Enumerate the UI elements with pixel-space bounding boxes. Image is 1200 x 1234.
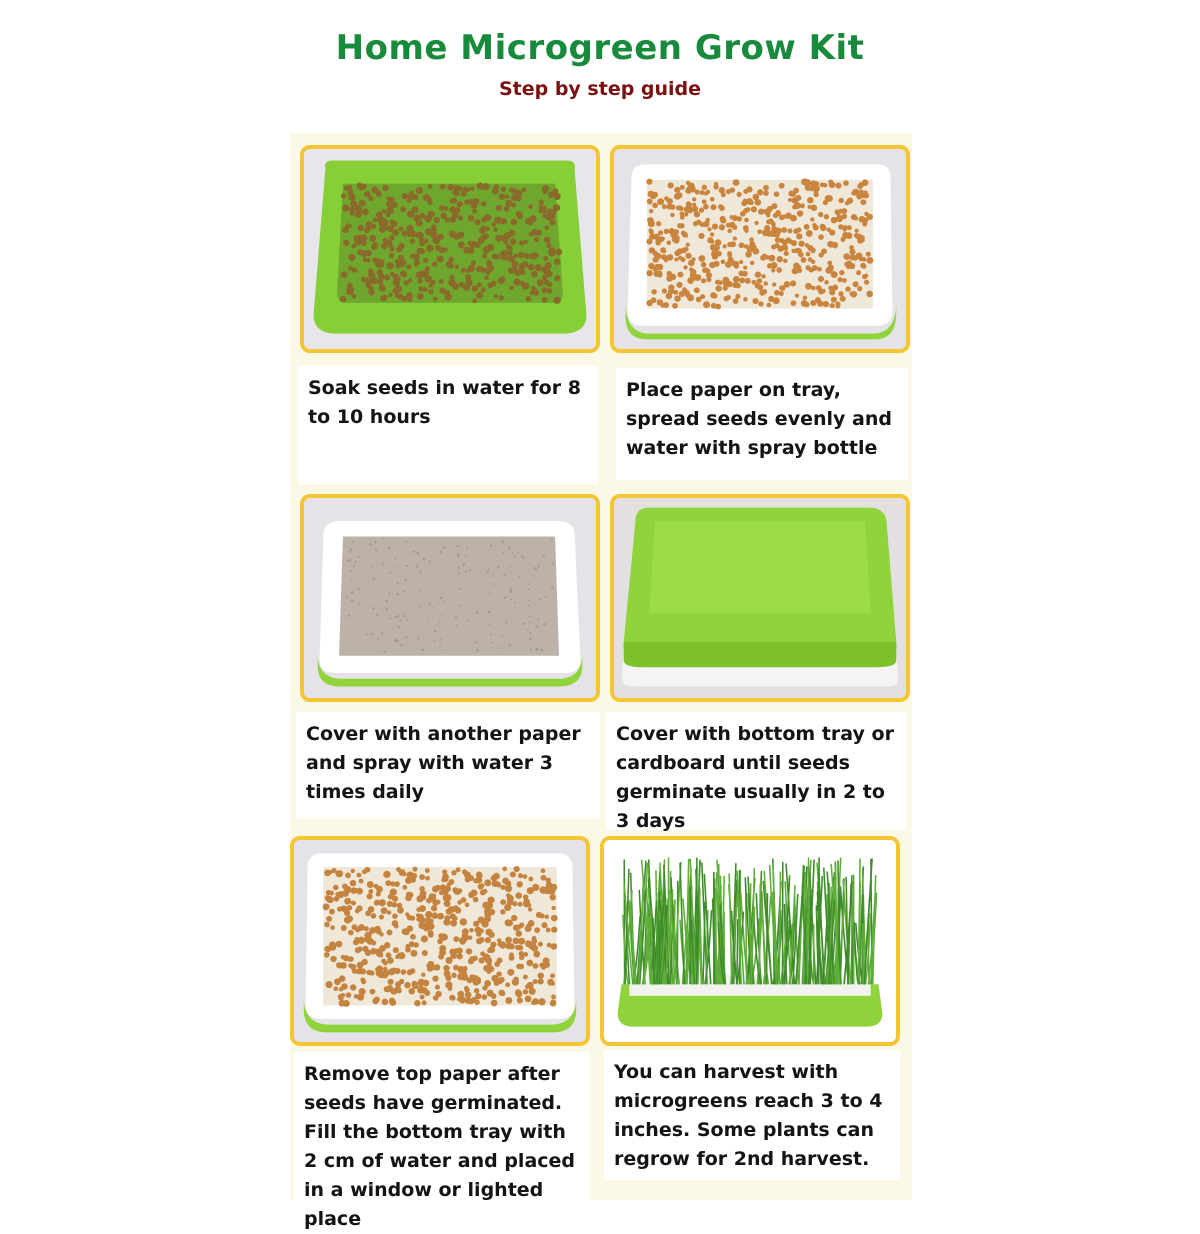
step-4-caption: Cover with bottom tray or cardboard until seeds germinate usually in 2 to 3 days: [606, 712, 906, 830]
step-3-photo: [300, 494, 600, 702]
page-subtitle: Step by step guide: [498, 78, 702, 100]
step-5-photo: [290, 836, 590, 1046]
step-1-caption: Soak seeds in water for 8 to 10 hours: [298, 366, 598, 484]
step-6-caption: You can harvest with microgreens reach 3 to 4 inches. Some plants can regrow for 2nd harvest.: [604, 1050, 900, 1180]
step-4-photo: [610, 494, 910, 702]
page-title: Home Microgreen Grow Kit: [335, 28, 865, 68]
step-5-caption: Remove top paper after seeds have germinated. Fill the bottom tray with 2 cm of water and placed in a window or lighted place: [294, 1052, 590, 1200]
step-3-caption: Cover with another paper and spray with water 3 times daily: [296, 712, 600, 818]
step-1-photo: [300, 145, 600, 353]
step-2-caption: Place paper on tray, spread seeds evenly and water with spray bottle: [616, 368, 908, 480]
step-2-photo: [610, 145, 910, 353]
step-6-photo: [600, 836, 900, 1046]
